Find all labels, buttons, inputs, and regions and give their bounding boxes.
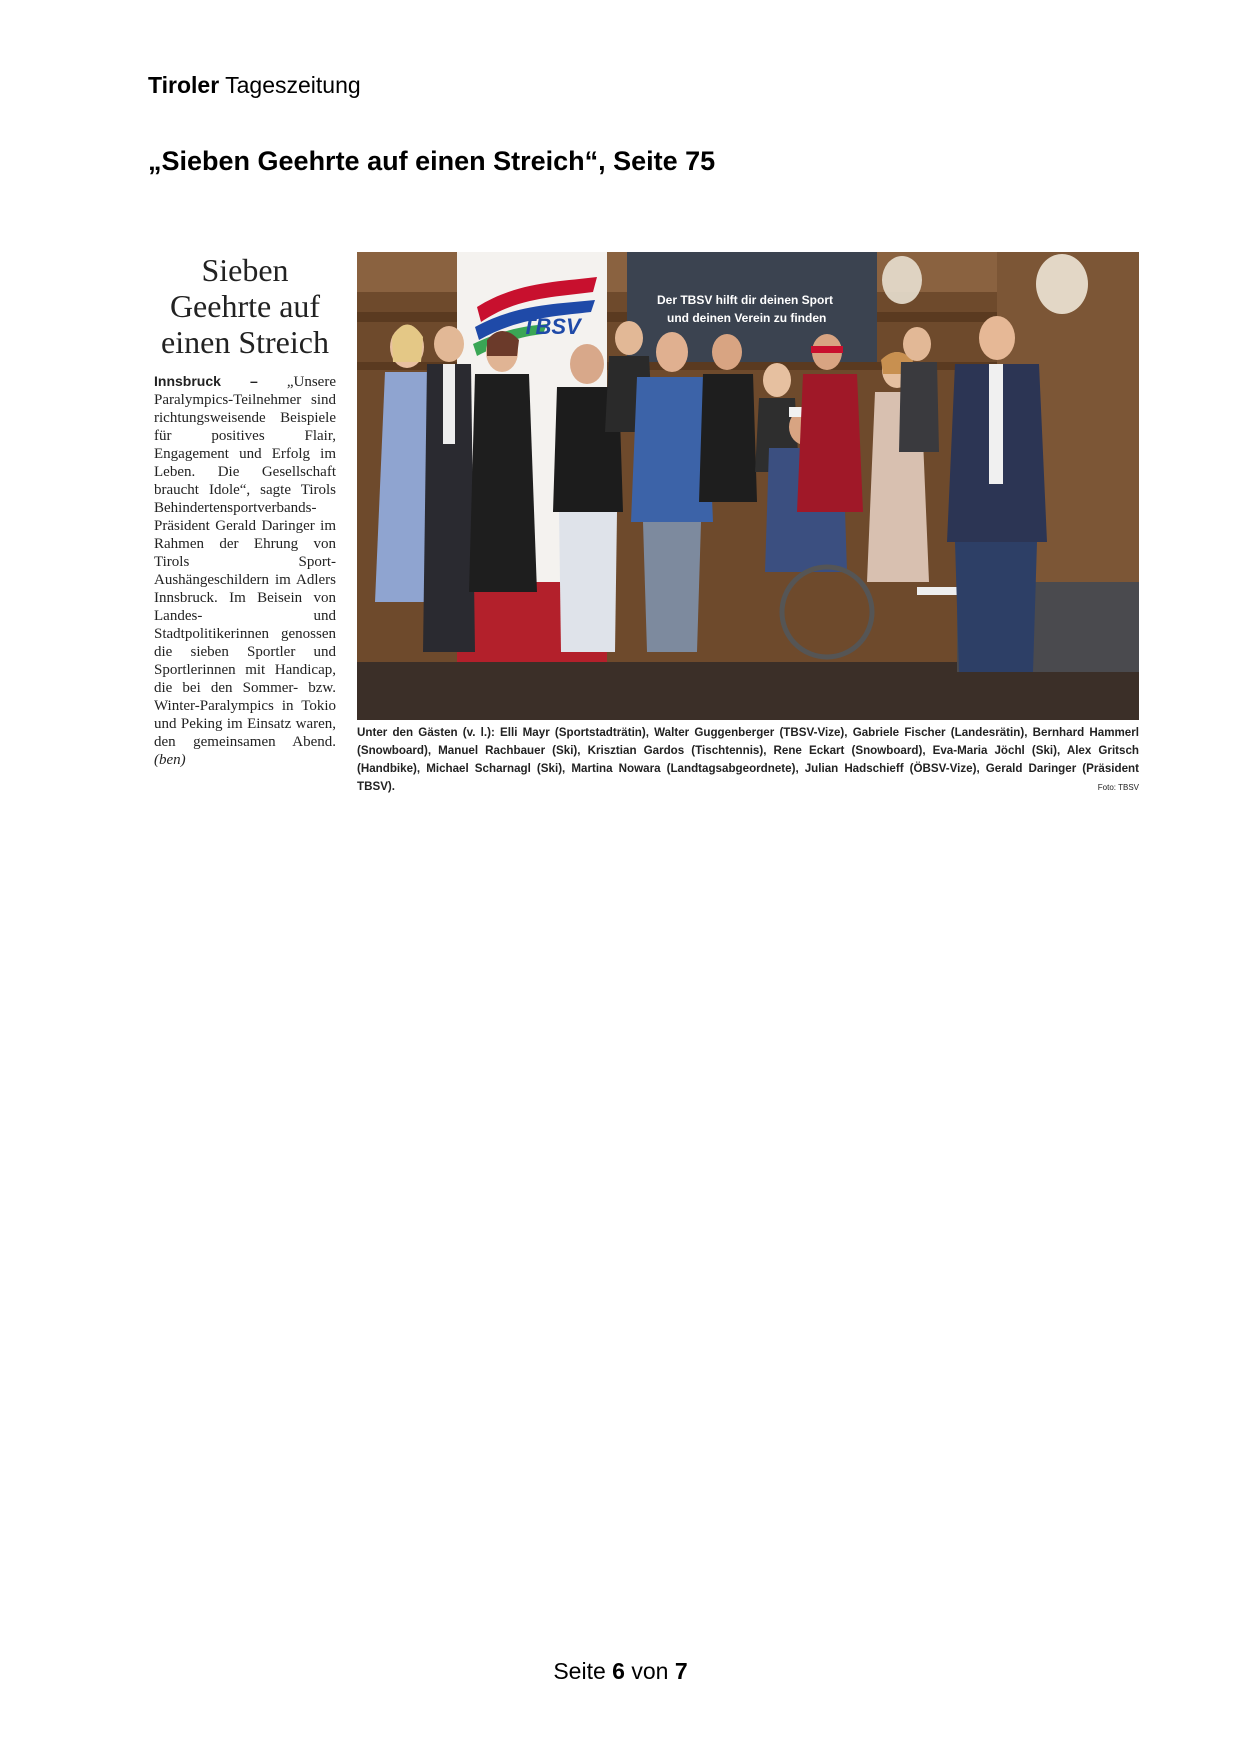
article-author: (ben)	[154, 752, 186, 768]
article-body	[154, 372, 336, 769]
banner-logo-text: TBSV	[522, 314, 581, 339]
page-headline: „Sieben Geehrte auf einen Streich“, Seite 75	[148, 146, 716, 176]
page-footer	[0, 1658, 1241, 1685]
photo-caption	[357, 724, 1139, 797]
article-title-line-2: Geehrte auf	[169, 288, 321, 324]
brand-regular: Tageszeitung	[225, 72, 361, 98]
brand-bold: Tiroler	[148, 72, 220, 98]
article-column	[154, 252, 336, 769]
total-page-number: 7	[674, 1658, 688, 1684]
article-title-line-1: Sieben	[201, 252, 289, 288]
group-photo-illustration	[357, 252, 1139, 720]
page-label: Seite	[553, 1658, 606, 1684]
photo-credit: Foto: TBSV	[1097, 783, 1139, 792]
article-title	[154, 252, 336, 360]
newspaper-clipping	[154, 252, 1139, 793]
caption-text: Unter den Gästen (v. l.): Elli Mayr (Sportstadträtin), Walter Guggenberger (TBSV-Vize), Gabriele Fischer (Landesrätin), Bernhard Hammerl (Snowboard), Manuel Rachbauer (Ski), Krisztian Gardos (Tischtennis), Rene Eckart (Snowboard), Eva-Maria Jöchl (Ski), Alex Gritsch (Handbike), Michael Scharnagl (Ski), Martina Nowara (Landtagsabgeordnete), Julian Hadschieff (ÖBSV-Vize), Gerald Daringer (Präsident TBSV).	[357, 726, 1139, 793]
newspaper-header	[148, 72, 361, 99]
banner-text-line-2: und deinen Verein zu finden	[667, 311, 827, 325]
article-text: „Unsere Paralympics-Teilnehmer sind richtungsweisende Beispiele für positives Flair, Engagement und Erfolg im Leben. Die Gesellschaft braucht Idole“, sagte Tirols Behindertensportverbands-Präsident Gerald Daringer im Rahmen der Ehrung von Tirols Sport-Aushängeschildern im Adlers Innsbruck. Im Beisein von Landes- und Stadtpolitikerinnen genossen die sieben Sportler und Sportlerinnen mit Handicap, die bei den Sommer- bzw. Winter-Paralympics in Tokio und Peking im Einsatz waren, den gemeinsamen Abend.	[154, 374, 336, 750]
page-of-label: von	[631, 1658, 669, 1684]
article-title-line-3: einen Streich	[161, 324, 329, 360]
banner-text-line-1: Der TBSV hilft dir deinen Sport	[657, 293, 834, 307]
article-dateline: Innsbruck –	[154, 373, 258, 389]
current-page-number: 6	[612, 1658, 625, 1684]
group-photo	[357, 252, 1139, 720]
